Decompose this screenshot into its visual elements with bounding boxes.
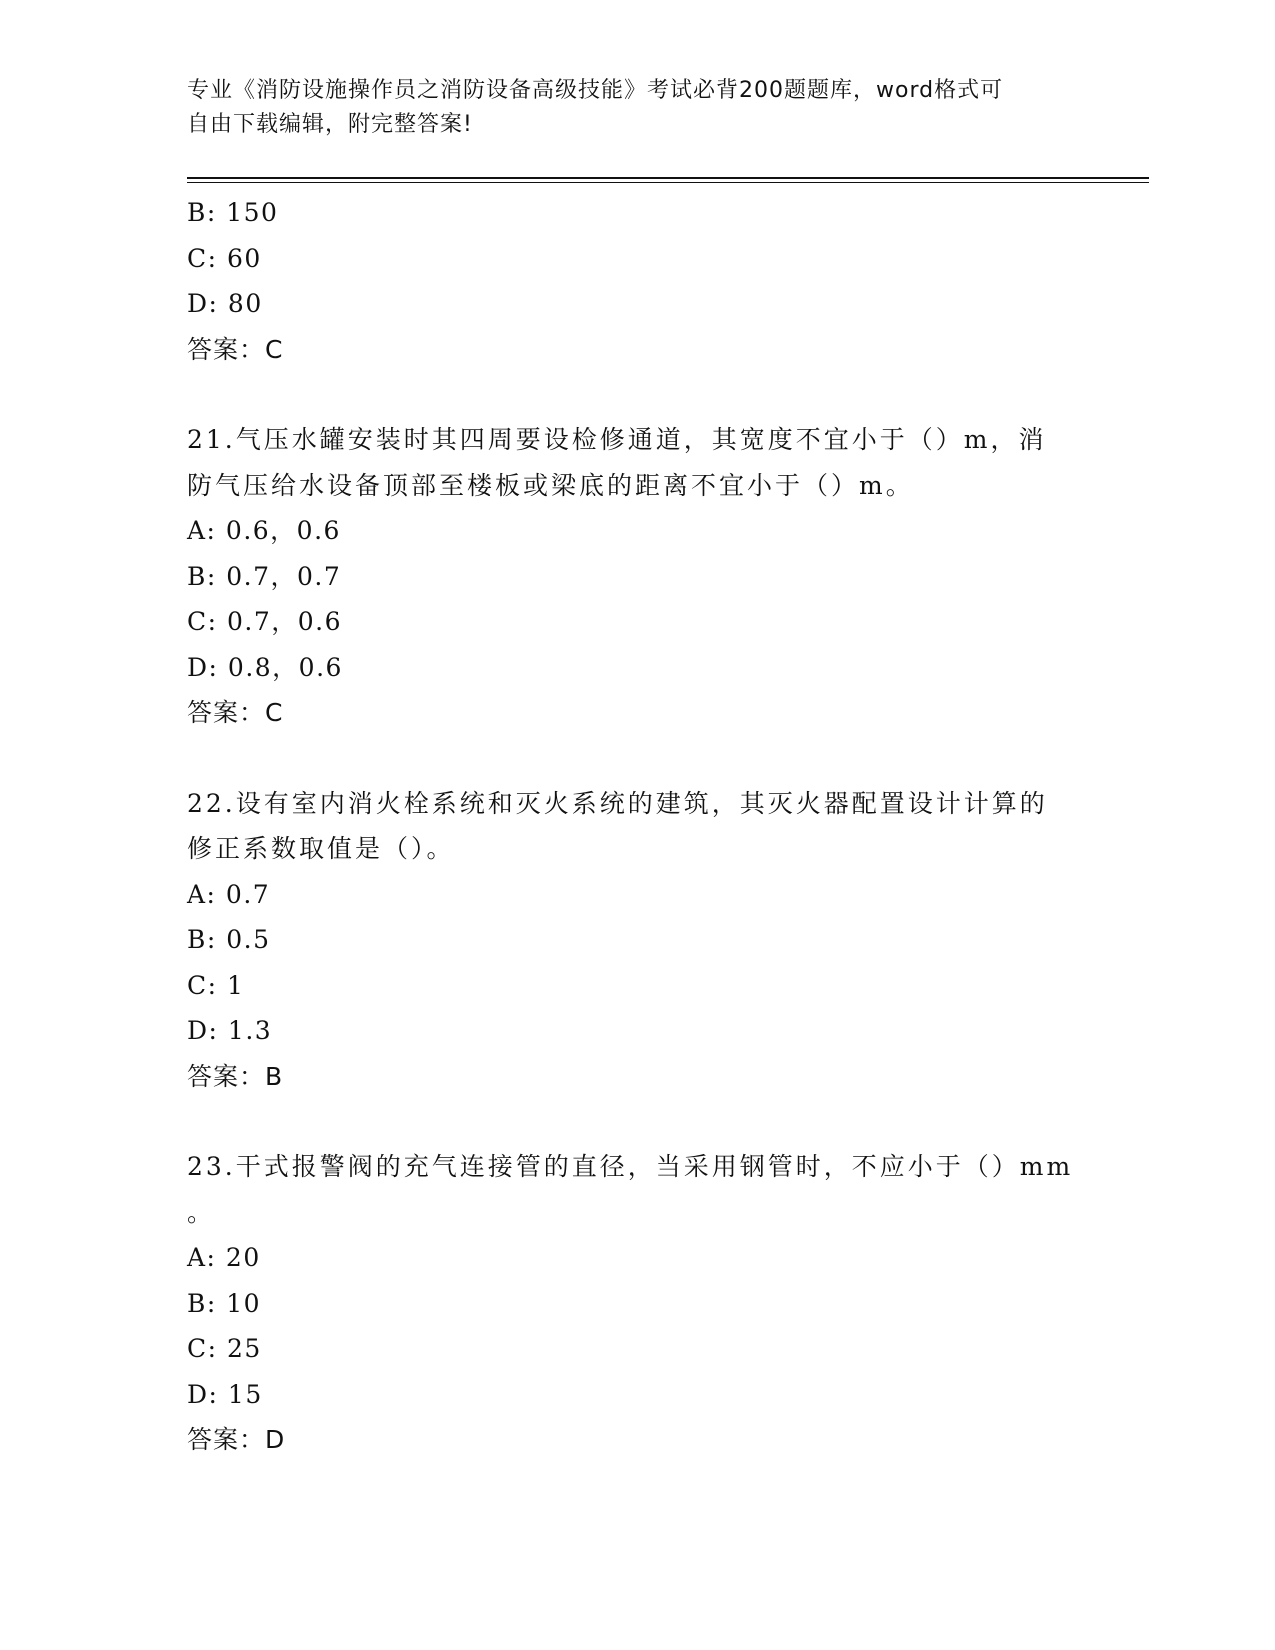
- header-line-2: 自由下载编辑，附完整答案!: [187, 112, 473, 137]
- option-b: B: 0.5: [187, 925, 271, 954]
- option-c: C: 0.7，0.6: [187, 607, 343, 636]
- question-stem-line: 防气压给水设备顶部至楼板或梁底的距离不宜小于（）m。: [187, 470, 914, 500]
- answer-line: 答案：D: [187, 1425, 286, 1454]
- question-21: [187, 417, 1087, 736]
- question-stem-line: 修正系数取值是（）。: [187, 834, 455, 863]
- question-stem-line: 。: [187, 1197, 216, 1227]
- spacer: [187, 736, 1087, 781]
- option-c: C: 1: [187, 970, 245, 1000]
- option-d: D: 15: [187, 1379, 263, 1409]
- header-line-1: 专业《消防设施操作员之消防设备高级技能》考试必背200题题库，word格式可: [187, 78, 1004, 103]
- document-header: [187, 74, 1087, 142]
- header-divider-thick: [187, 177, 1149, 179]
- spacer: [187, 1099, 1087, 1144]
- option-b: B: 0.7，0.7: [187, 561, 342, 591]
- option-a: A: 0.7: [187, 879, 271, 909]
- question-continued: [187, 190, 1087, 372]
- question-stem-line: 22.设有室内消火栓系统和灭火系统的建筑，其灭火器配置设计计算的: [187, 788, 1048, 818]
- header-divider-thin: [187, 182, 1149, 183]
- option-a: A: 0.6，0.6: [187, 516, 341, 545]
- option-b: B: 150: [187, 198, 279, 227]
- option-d: D: 1.3: [187, 1016, 273, 1045]
- option-d: D: 80: [187, 289, 263, 318]
- option-b: B: 10: [187, 1288, 262, 1318]
- answer-line: 答案：C: [187, 334, 284, 364]
- option-c: C: 25: [187, 1334, 262, 1363]
- question-22: [187, 781, 1087, 1100]
- option-a: A: 20: [187, 1243, 261, 1272]
- question-23: [187, 1144, 1087, 1463]
- answer-line: 答案：C: [187, 698, 284, 727]
- question-stem-line: 21.气压水罐安装时其四周要设检修通道，其宽度不宜小于（）m，消: [187, 425, 1047, 454]
- option-d: D: 0.8，0.6: [187, 652, 343, 682]
- question-stem-line: 23.干式报警阀的充气连接管的直径，当采用钢管时，不应小于（）mm: [187, 1152, 1074, 1181]
- spacer: [187, 372, 1087, 417]
- question-list: [187, 190, 1087, 1463]
- answer-line: 答案：B: [187, 1061, 284, 1091]
- option-c: C: 60: [187, 243, 262, 273]
